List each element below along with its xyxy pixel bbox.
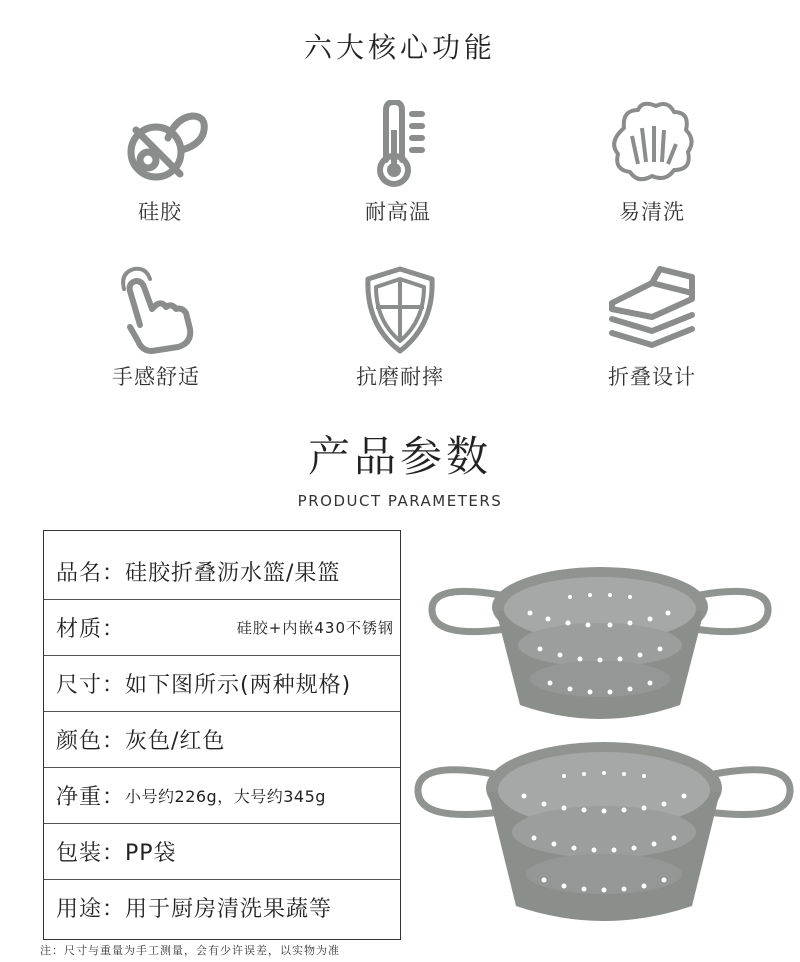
param-value: 灰色/红色 — [125, 728, 226, 754]
shield-icon — [350, 265, 450, 355]
param-row-material — [44, 599, 400, 656]
param-value: PP袋 — [125, 840, 177, 866]
param-key: 净重： — [56, 784, 126, 810]
pointing-hand-icon — [106, 265, 206, 355]
features-title: 六大核心功能 — [303, 31, 496, 64]
param-row-usage — [44, 879, 400, 935]
feature-durable — [300, 265, 500, 391]
param-value: 硅胶折叠沥水篮/果篮 — [125, 560, 341, 586]
feature-label: 手感舒适 — [112, 365, 200, 389]
feature-easy-clean — [552, 100, 752, 226]
footnote: 注：尺寸与重量为手工测量，会有少许误差，以实物为准 — [40, 944, 340, 957]
feature-heat-resistant — [298, 100, 498, 226]
thermometer-icon — [348, 100, 448, 190]
param-value: 用于厨房清洗果蔬等 — [125, 896, 333, 922]
param-row-weight — [44, 767, 400, 824]
param-key: 颜色： — [56, 728, 126, 754]
colander-large-image — [408, 730, 800, 930]
param-value: 小号约226g，大号约345g — [125, 786, 326, 806]
param-row-name — [44, 543, 400, 600]
feature-label: 抗磨耐摔 — [356, 365, 444, 389]
feature-foldable — [552, 265, 752, 391]
param-value: 硅胶+内嵌430不锈钢 — [236, 618, 394, 637]
param-row-color — [44, 711, 400, 768]
params-subtitle: PRODUCT PARAMETERS — [297, 492, 503, 510]
feature-label: 易清洗 — [619, 200, 685, 224]
feature-silicone — [60, 100, 260, 226]
feature-comfort — [56, 265, 256, 391]
params-table — [43, 530, 401, 940]
params-title: 产品参数 — [307, 432, 492, 481]
colander-small-image — [420, 555, 780, 730]
param-value: 如下图所示(两种规格) — [125, 672, 352, 698]
stack-layers-icon — [602, 265, 702, 355]
param-row-package — [44, 823, 400, 880]
feature-label: 折叠设计 — [608, 365, 696, 389]
param-key: 品名： — [56, 560, 126, 586]
hand-wash-icon — [602, 100, 702, 190]
param-key: 材质： — [56, 616, 126, 642]
param-key: 尺寸： — [56, 672, 126, 698]
feature-label: 耐高温 — [365, 200, 431, 224]
param-key: 用途： — [56, 896, 126, 922]
param-row-size — [44, 655, 400, 712]
param-key: 包装： — [56, 840, 126, 866]
pacifier-icon — [110, 100, 210, 190]
feature-label: 硅胶 — [138, 200, 182, 224]
